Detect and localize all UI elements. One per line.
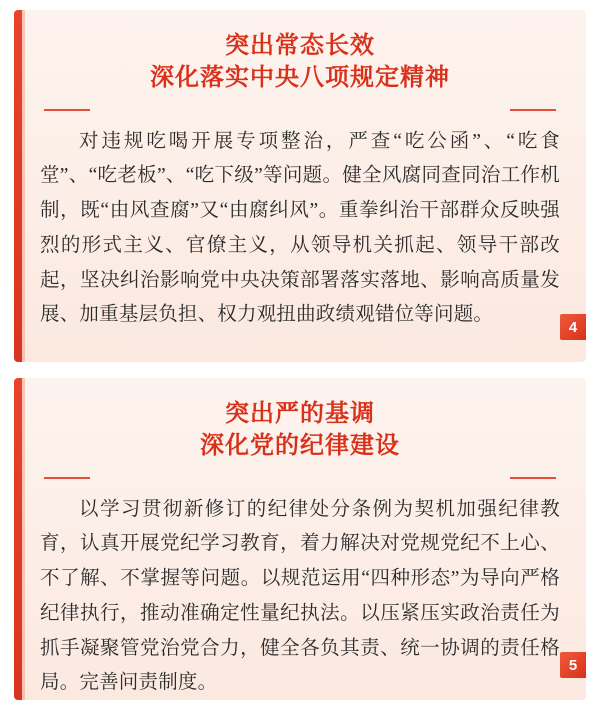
section-heading [40,396,560,469]
divider-right [510,477,556,479]
page-number-badge: 5 [560,652,586,678]
section-card [14,378,586,700]
accent-bar [14,378,22,700]
divider-left [44,109,90,111]
heading-line-2: 深化党的纪律建设 [200,433,400,460]
heading-line-1: 突出常态长效 [225,33,375,59]
section-card [14,10,586,362]
section-body: 对违规吃喝开展专项整治，严查“吃公函”、“吃食堂”、“吃老板”、“吃下级”等问题。健全风腐同查同治工作机制，既“由风查腐”又“由腐纠风”。重拳纠治干部群众反映强烈的形式主义、官僚主义，从领导机关抓起、领导干部改起，坚决纠治影响党中央决策部署落实落地、影响高质量发展、加重基层负担、权力观扭曲政绩观错位等问题。 [40,130,560,326]
divider-right [510,109,556,111]
heading-divider [40,471,560,485]
accent-bar [14,10,22,362]
page-number-badge: 4 [560,314,586,340]
heading-line-2: 深化落实中央八项规定精神 [150,65,450,92]
heading-divider [40,103,560,117]
section-heading [40,28,560,101]
divider-left [44,477,90,479]
section-body: 以学习贯彻新修订的纪律处分条例为契机加强纪律教育，认真开展党纪学习教育，着力解决对党规党纪不上心、不了解、不掌握等问题。以规范运用“四种形态”为导向严格纪律执行，推动准确定性量纪执法。以压紧压实政治责任为抓手凝聚管党治党合力，健全各负其责、统一协调的责任格局。完善问责制度。 [40,498,560,694]
heading-line-1: 突出严的基调 [225,401,375,427]
